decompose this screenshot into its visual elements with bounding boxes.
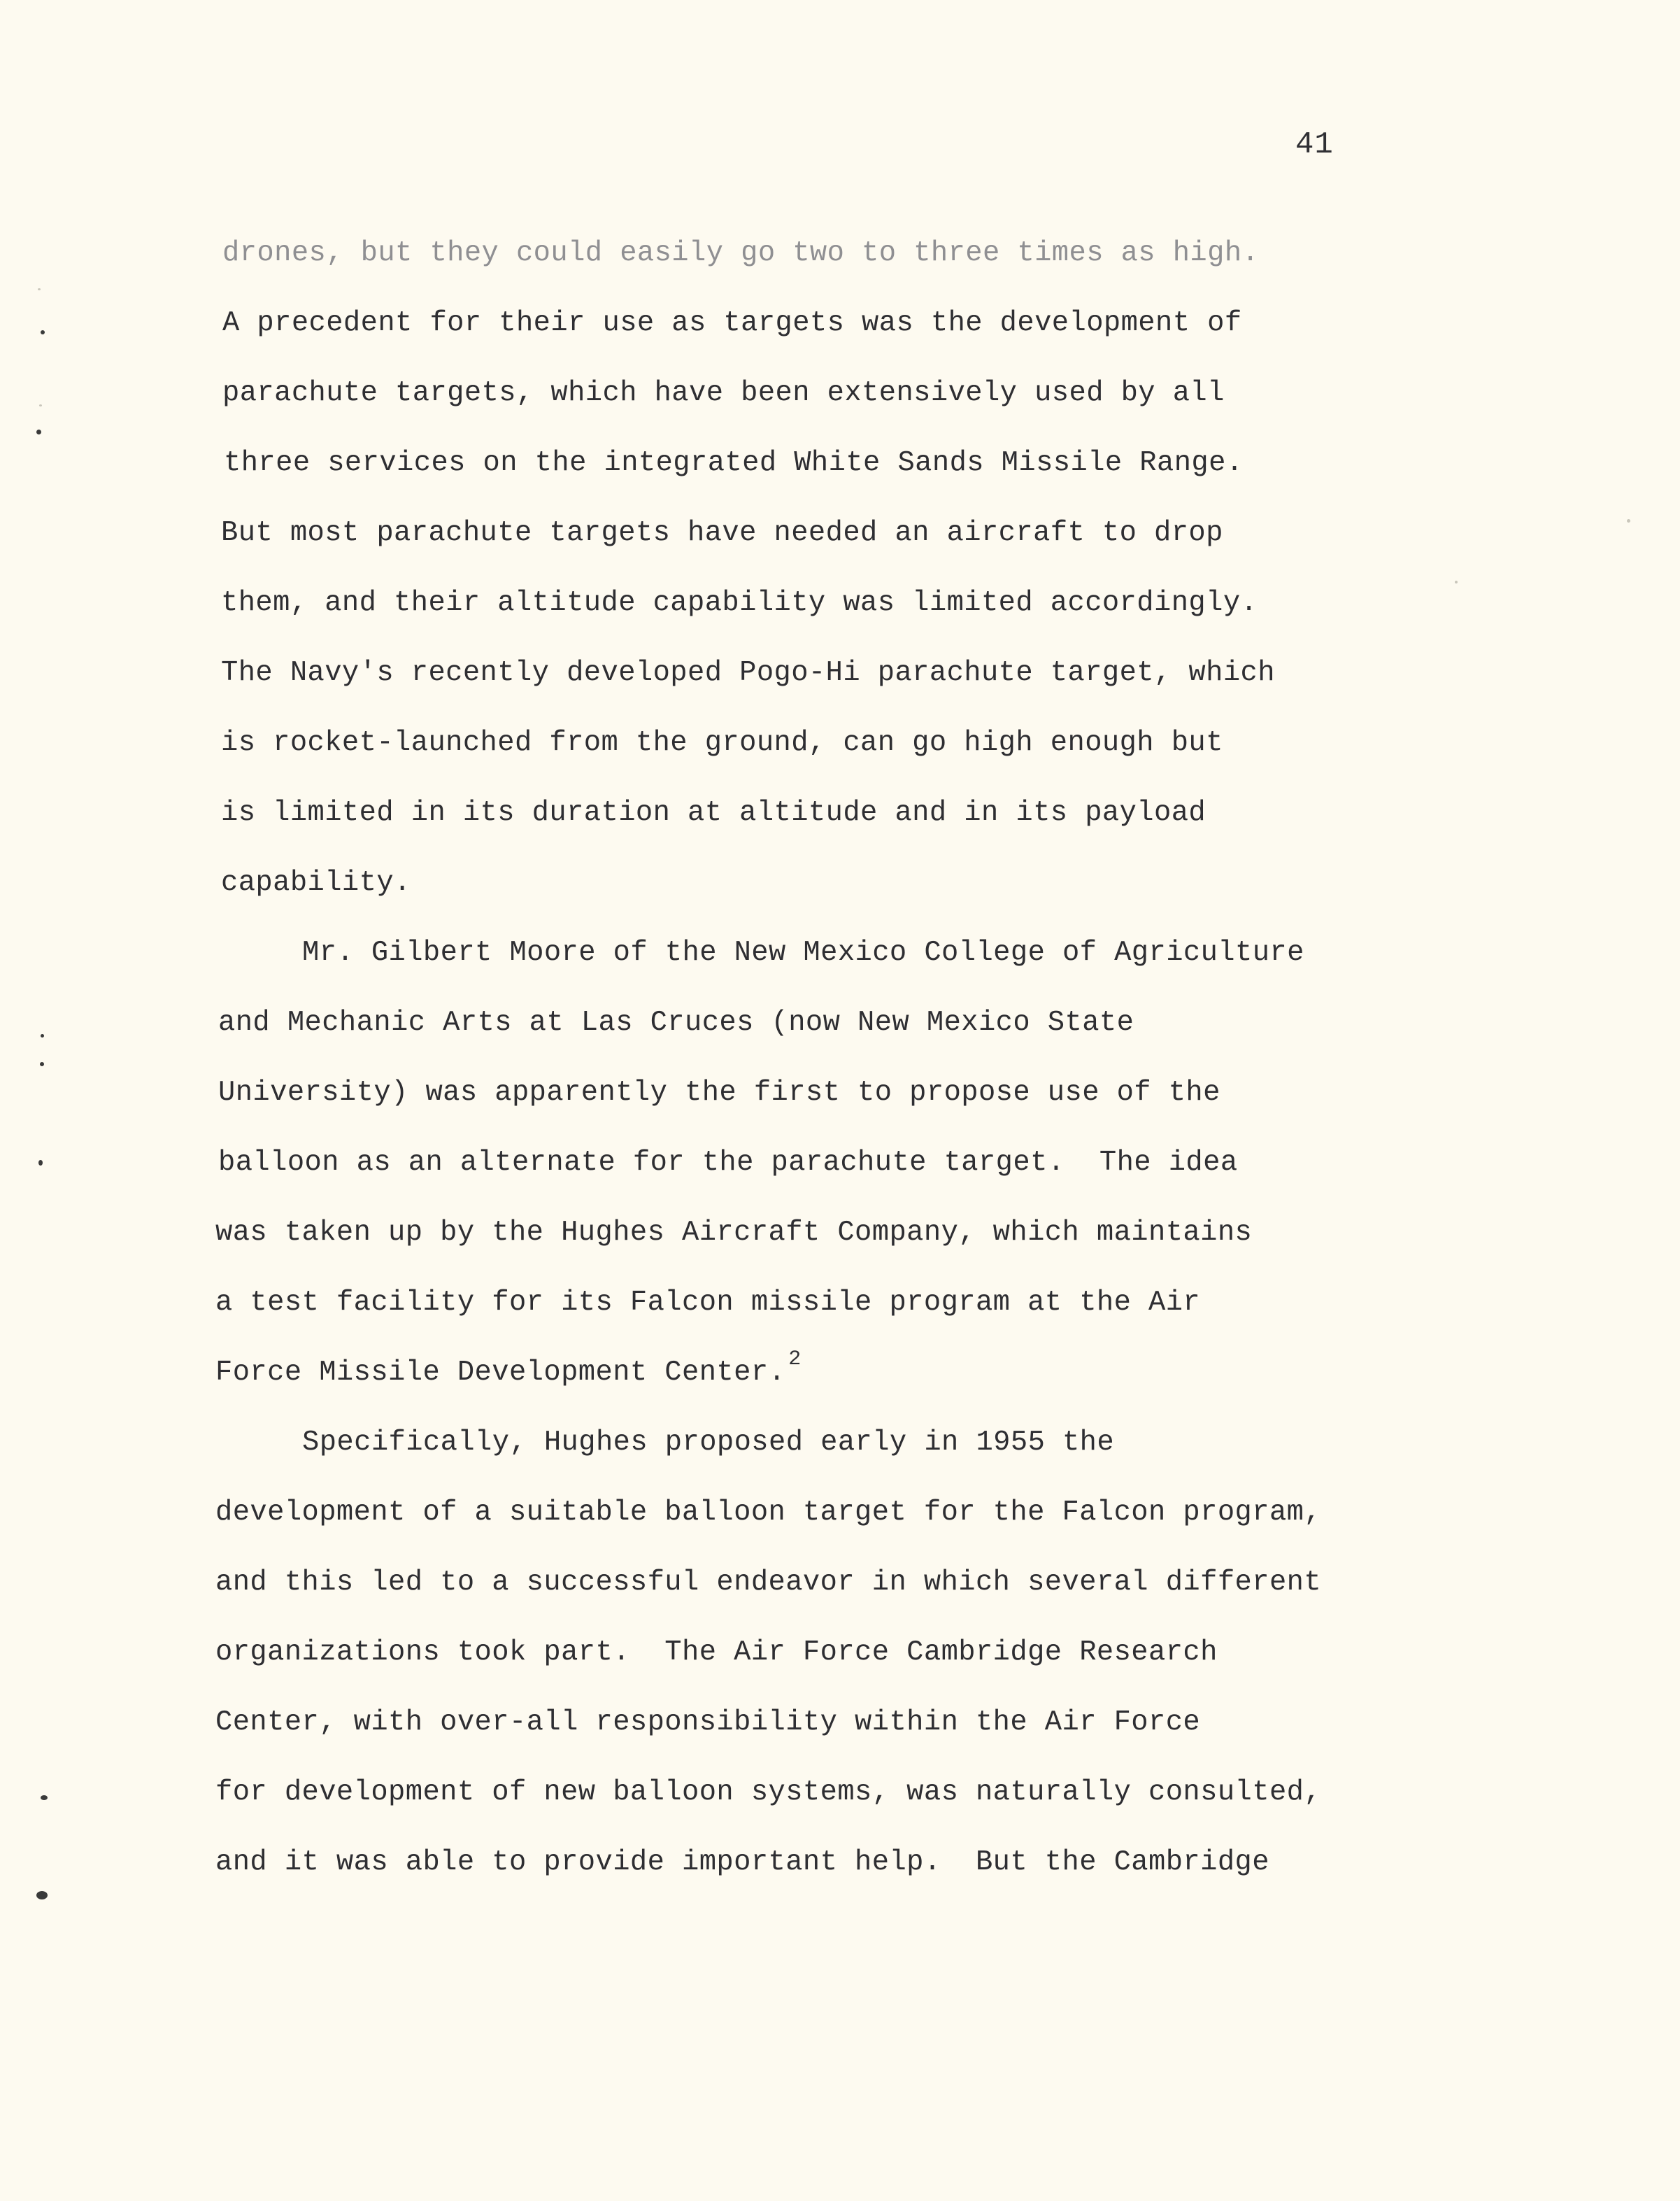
margin-mark: [38, 1160, 43, 1166]
text-line: parachute targets, which have been extensively used by all: [222, 377, 1225, 409]
margin-mark: [41, 1034, 44, 1038]
paper-speck: [1455, 581, 1458, 583]
text-line: development of a suitable balloon target for the Falcon program,: [215, 1496, 1322, 1529]
text-line: is limited in its duration at altitude and in its payload: [221, 797, 1206, 829]
text-line: and this led to a successful endeavor in which several different: [215, 1566, 1322, 1599]
footnote-marker: 2: [788, 1347, 802, 1371]
text-line: drones, but they could easily go two to three times as high.: [222, 237, 1260, 269]
text-line: organizations took part. The Air Force Cambridge Research: [215, 1636, 1218, 1669]
paper-speck: [38, 288, 41, 290]
text-line: was taken up by the Hughes Aircraft Company, which maintains: [215, 1217, 1253, 1249]
text-line: [215, 1347, 802, 1396]
text-line: But most parachute targets have needed an aircraft to drop: [221, 517, 1223, 549]
margin-mark: [41, 330, 45, 334]
text-line: A precedent for their use as targets was the development of: [222, 307, 1242, 339]
text-line: a test facility for its Falcon missile program at the Air: [215, 1287, 1201, 1319]
text-line: is rocket-launched from the ground, can go high enough but: [221, 727, 1223, 759]
paper-speck: [39, 404, 42, 406]
text-line: balloon as an alternate for the parachute target. The idea: [218, 1147, 1238, 1179]
text-line: University) was apparently the first to propose use of the: [218, 1077, 1220, 1109]
text-line: Center, with over-all responsibility within the Air Force: [215, 1706, 1201, 1739]
text-line: and Mechanic Arts at Las Cruces (now New Mexico State: [218, 1007, 1134, 1039]
text-line: them, and their altitude capability was limited accordingly.: [221, 587, 1258, 619]
text-line: for development of new balloon systems, was naturally consulted,: [215, 1776, 1322, 1809]
text-line-content: Force Missile Development Center.: [215, 1357, 786, 1389]
text-line: The Navy's recently developed Pogo-Hi parachute target, which: [221, 657, 1275, 689]
margin-mark: [40, 1062, 44, 1066]
text-line: capability.: [221, 867, 411, 899]
margin-mark: [36, 430, 41, 434]
page-number: 41: [1295, 127, 1334, 162]
margin-mark: [36, 1891, 48, 1899]
text-line: and it was able to provide important help. But the Cambridge: [215, 1846, 1269, 1878]
text-line: three services on the integrated White Sands Missile Range.: [224, 447, 1244, 479]
margin-mark: [41, 1795, 48, 1800]
paper-speck: [1627, 519, 1630, 523]
text-line: Mr. Gilbert Moore of the New Mexico College of Agriculture: [302, 937, 1304, 969]
text-line: Specifically, Hughes proposed early in 1955 the: [302, 1427, 1115, 1459]
